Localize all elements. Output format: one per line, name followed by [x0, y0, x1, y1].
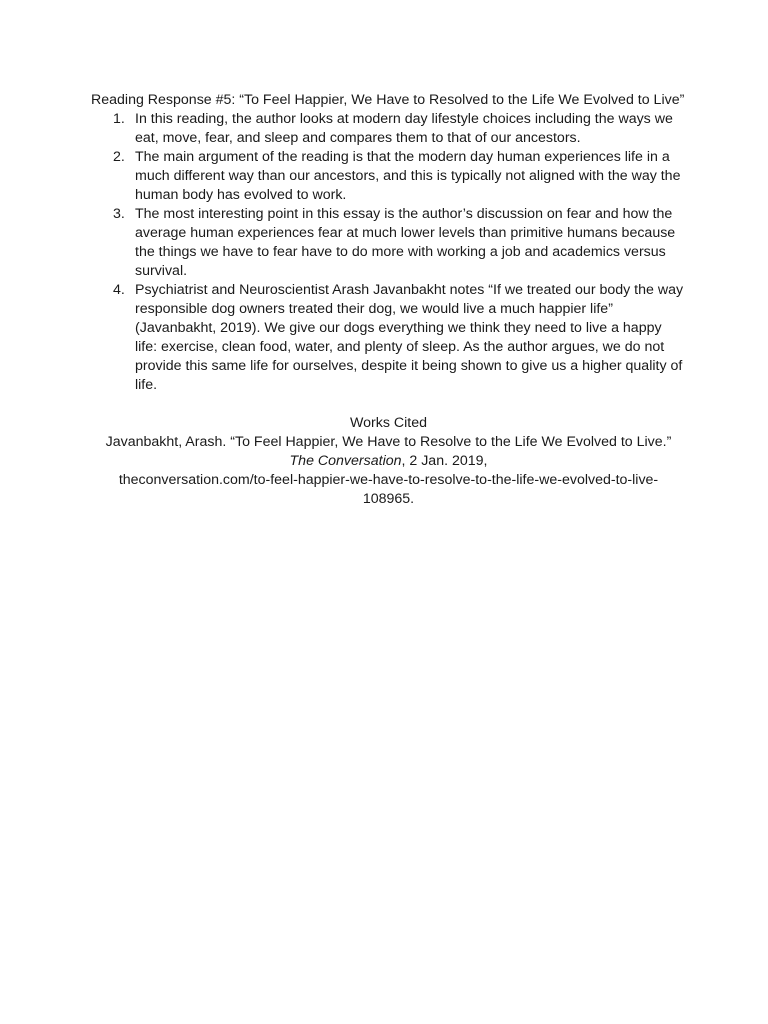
response-list: [91, 110, 686, 395]
document-body: [91, 91, 686, 509]
list-item: [91, 148, 686, 205]
list-item-text: In this reading, the author looks at modern day lifestyle choices including the ways we eat, move, fear, and sleep and compares them to that of our ancestors.: [135, 111, 673, 146]
citation-publication: The Conversation: [289, 453, 402, 469]
works-cited-heading: Works Cited: [350, 415, 427, 431]
list-item-text: The main argument of the reading is that the modern day human experiences life in a much different way than our ancestors, and this is typically not aligned with the way the human body has evolved to work.: [135, 149, 681, 203]
list-item-text: Psychiatrist and Neuroscientist Arash Javanbakht notes “If we treated our body the way responsible dog owners treated their dog, we would live a much happier life” (Javanbakht, 2019). We give our dogs everything we think they need to live a happy life: exercise, clean food, water, and plenty of sleep. As the author argues, we do not provide this same life for ourselves, despite it being shown to give us a higher quality of life.: [135, 282, 684, 393]
list-item-number: 4.: [113, 282, 125, 298]
citation-url: theconversation.com/to-feel-happier-we-have-to-resolve-to-the-life-we-evolved-to-live-108965.: [118, 472, 659, 507]
list-item-number: 1.: [113, 111, 125, 127]
citation-date: , 2 Jan. 2019,: [401, 453, 488, 469]
works-cited-section: [91, 414, 686, 509]
list-item-number: 2.: [113, 149, 125, 165]
page-title: Reading Response #5: “To Feel Happier, We Have to Resolved to the Life We Evolved to Live”: [91, 92, 685, 108]
citation-entry: [91, 433, 686, 509]
list-item-text: The most interesting point in this essay is the author’s discussion on fear and how the average human experiences fear at much lower levels than primitive humans because the things we have to fear have to do more with working a job and academics versus survival.: [135, 206, 676, 279]
citation-lead: Javanbakht, Arash. “To Feel Happier, We Have to Resolve to the Life We Evolved to Live.”: [105, 434, 672, 450]
list-item: [91, 281, 686, 395]
list-item: [91, 205, 686, 281]
list-item: [91, 110, 686, 148]
list-item-number: 3.: [113, 206, 125, 222]
